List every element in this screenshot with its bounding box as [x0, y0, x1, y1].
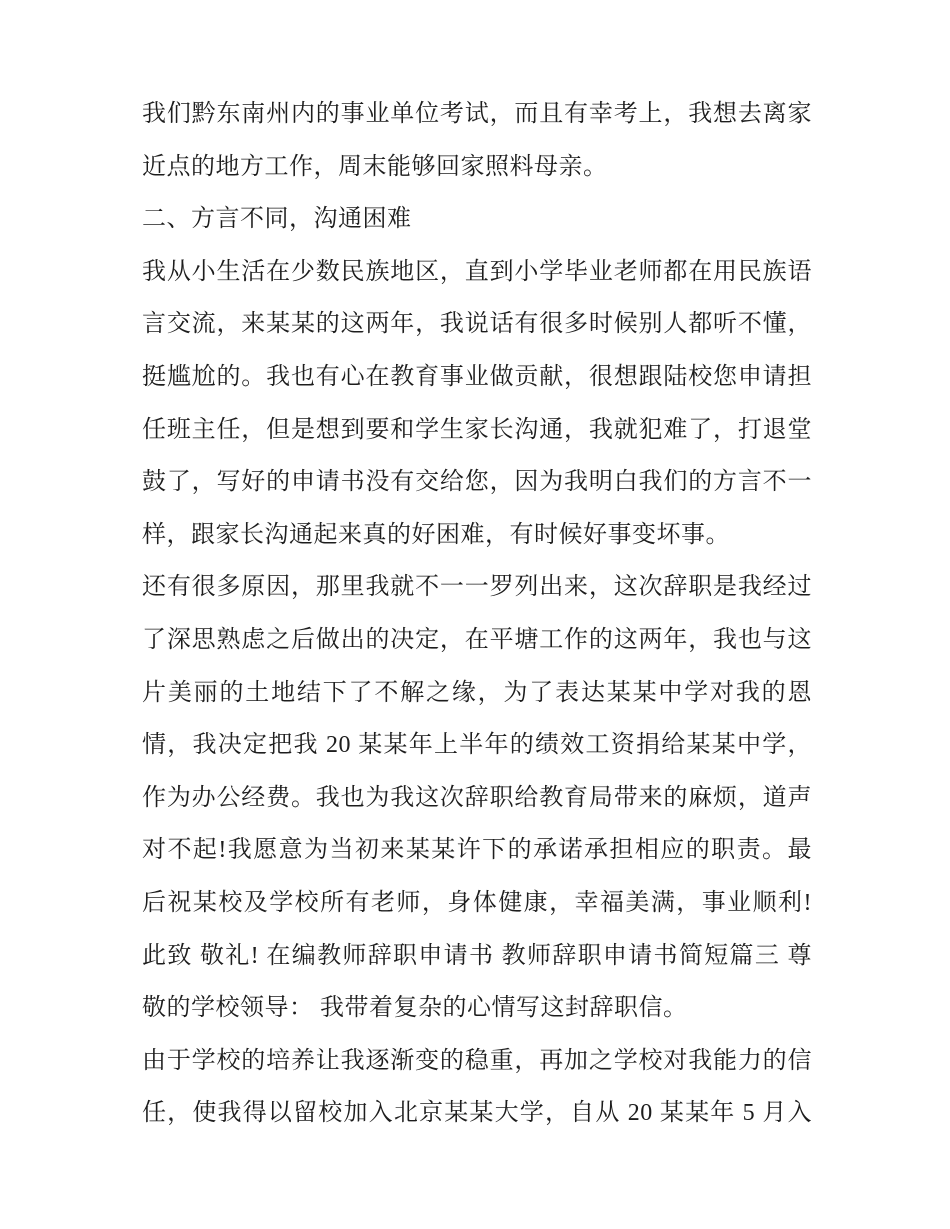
text-line: 挺尴尬的。我也有心在教育事业做贡献，很想跟陆校您申请担 [142, 363, 812, 390]
text-line: 后祝某校及学校所有老师，身体健康，幸福美满，事业顺利! [142, 889, 812, 916]
text-line: 对不起!我愿意为当初来某某许下的承诺承担相应的职责。最 [142, 837, 812, 864]
text-line: 任，使我得以留校加入北京某某大学，自从 20 某某年 5 月入 [142, 1100, 812, 1127]
text-line: 了深思熟虑之后做出的决定，在平塘工作的这两年，我也与这 [142, 626, 812, 653]
text-line: 鼓了，写好的申请书没有交给您，因为我明白我们的方言不一 [142, 469, 812, 496]
text-line: 我们黔东南州内的事业单位考试，而且有幸考上，我想去离家 [142, 101, 812, 127]
text-line: 情，我决定把我 20 某某年上半年的绩效工资捐给某某中学， [142, 732, 812, 759]
text-line: 任班主任，但是想到要和学生家长沟通，我就犯难了，打退堂 [142, 416, 812, 443]
text-line: 我从小生活在少数民族地区，直到小学毕业老师都在用民族语 [142, 258, 812, 285]
document-body [142, 88, 812, 1140]
text-line: 由于学校的培养让我逐渐变的稳重，再加之学校对我能力的信 [142, 1047, 812, 1074]
text-line: 片美丽的土地结下了不解之缘，为了表达某某中学对我的恩 [142, 679, 812, 706]
text-line: 敬的学校领导： 我带着复杂的心情写这封辞职信。 [142, 995, 688, 1022]
text-line: 近点的地方工作，周末能够回家照料母亲。 [142, 153, 608, 180]
text-line: 样，跟家长沟通起来真的好困难，有时候好事变坏事。 [142, 521, 730, 548]
text-line: 作为办公经费。我也为我这次辞职给教育局带来的麻烦，道声 [142, 784, 812, 811]
text-line: 言交流，来某某的这两年，我说话有很多时候别人都听不懂， [142, 311, 812, 338]
text-line: 还有很多原因，那里我就不一一罗列出来，这次辞职是我经过 [142, 574, 812, 601]
text-line: 此致 敬礼! 在编教师辞职申请书 教师辞职申请书简短篇三 尊 [142, 942, 812, 969]
text-line: 二、方言不同，沟通困难 [142, 206, 412, 233]
